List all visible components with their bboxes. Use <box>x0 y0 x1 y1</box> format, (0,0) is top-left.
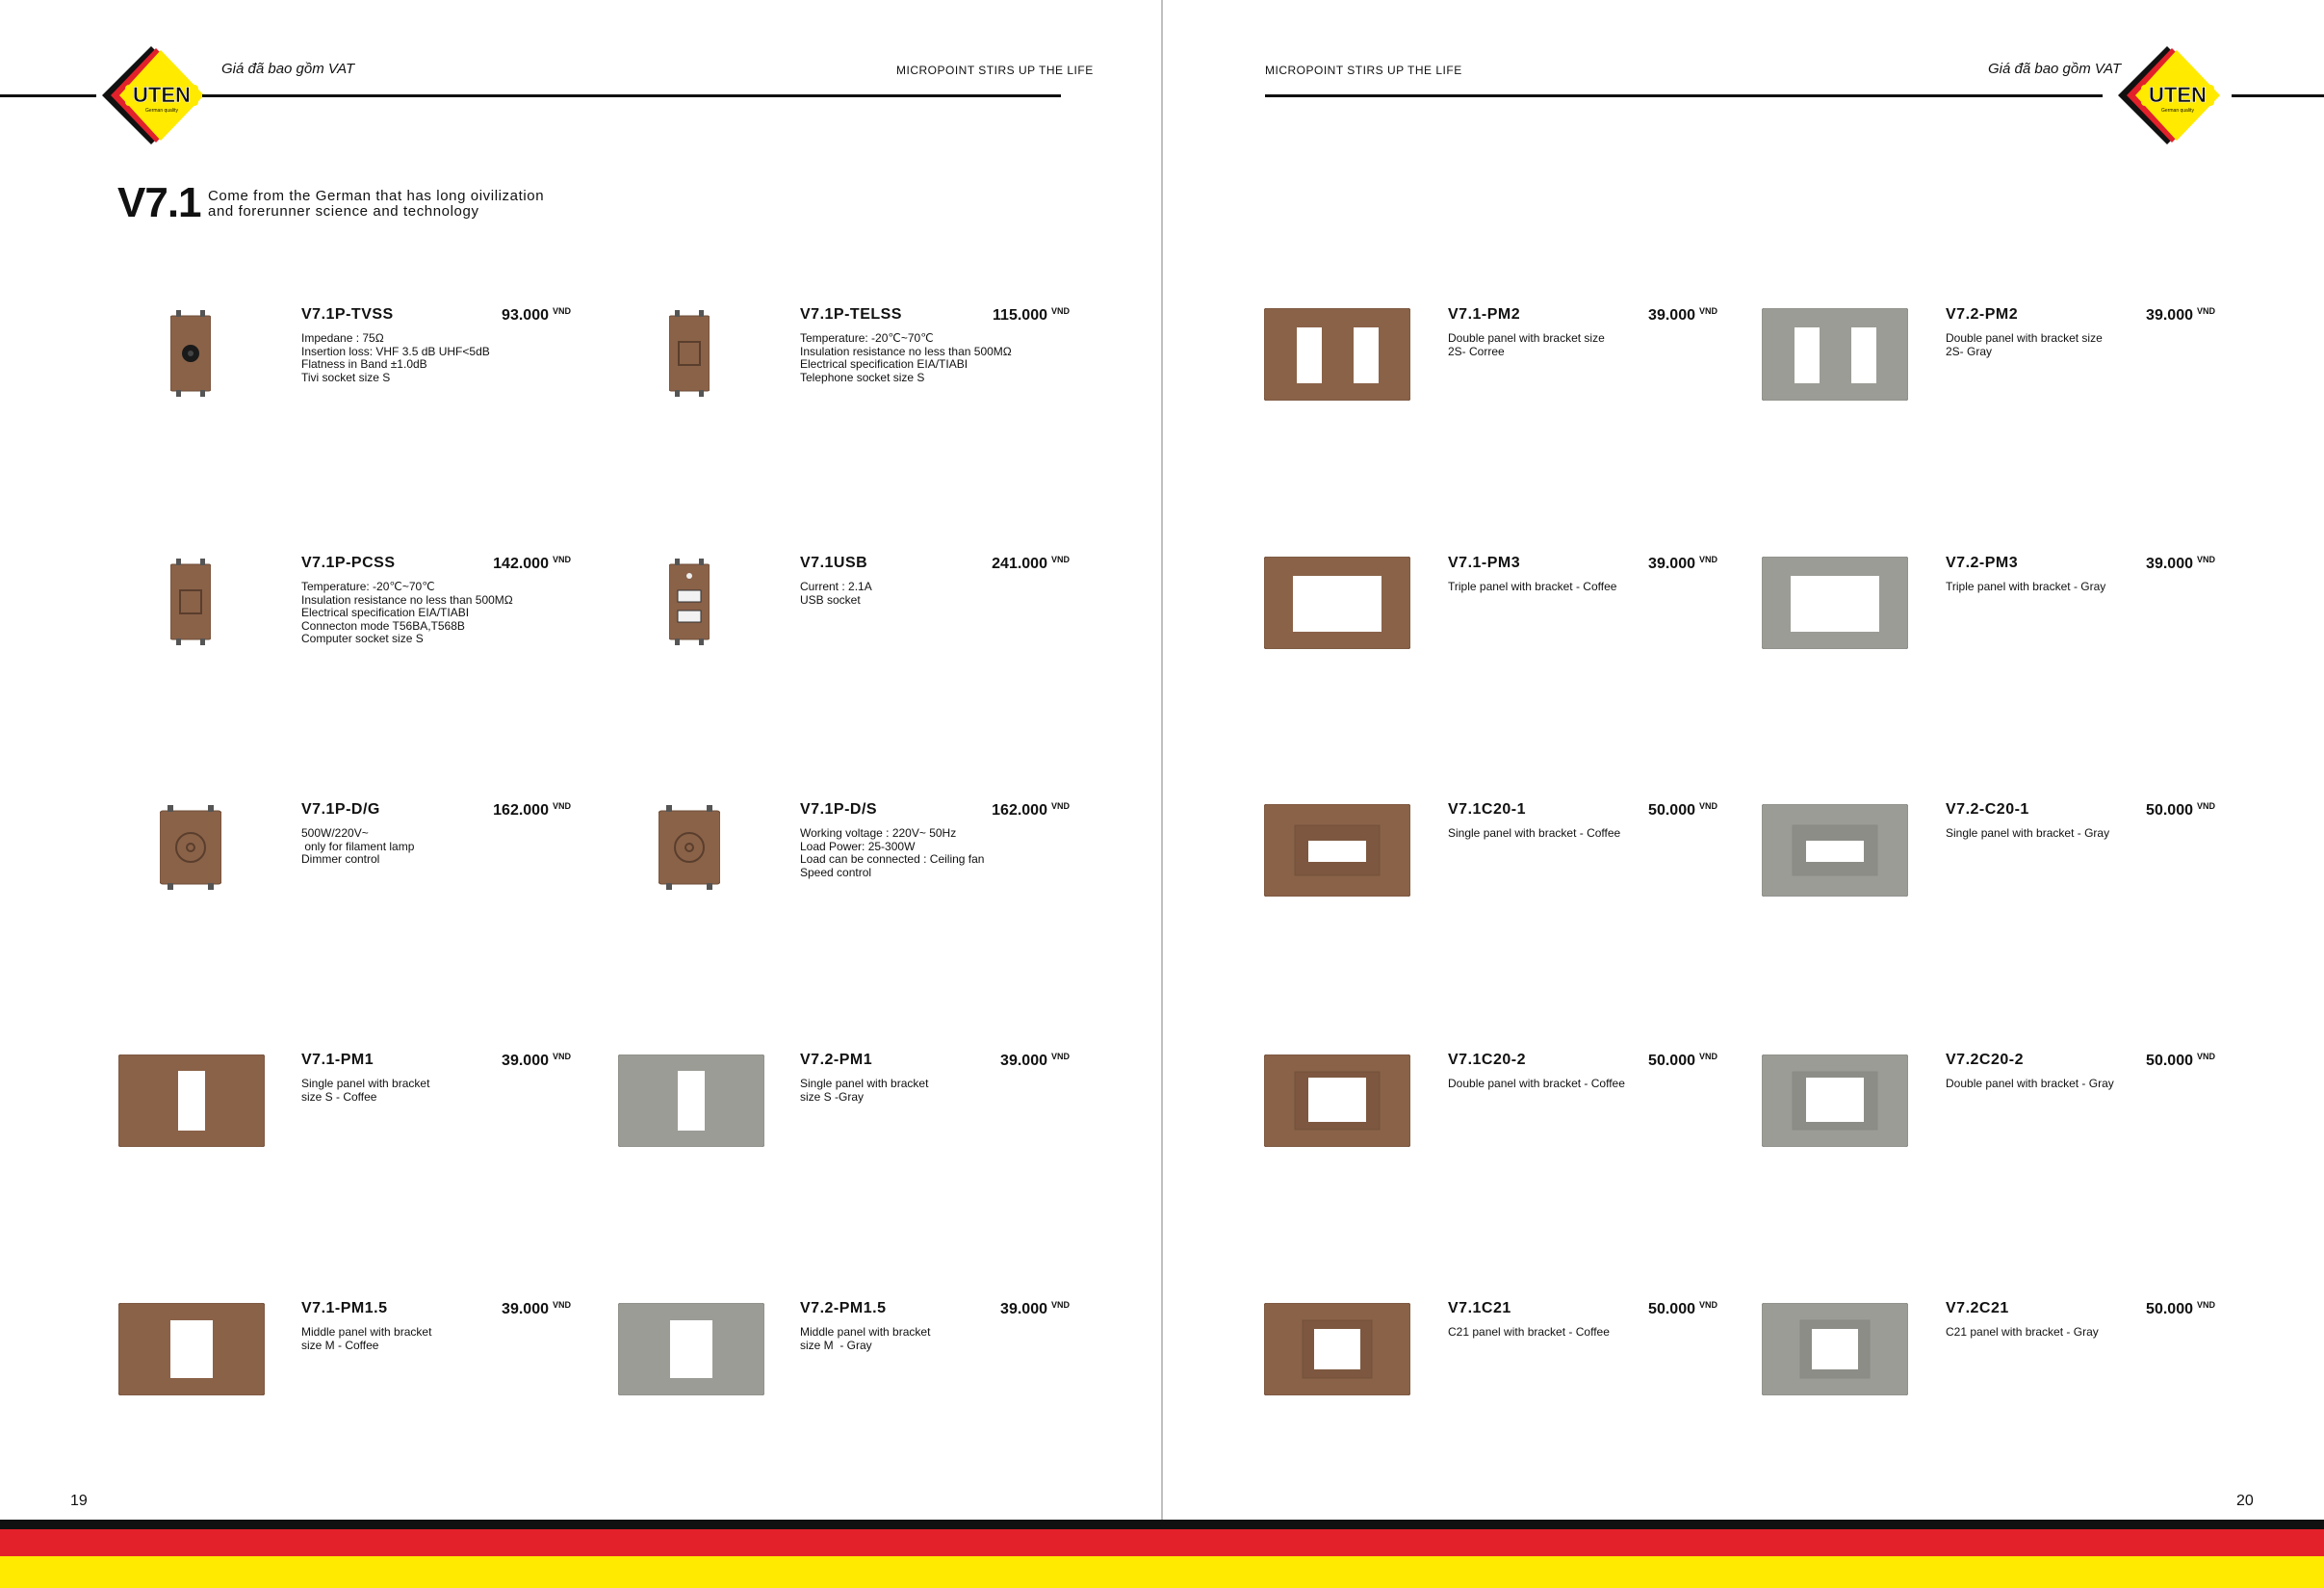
flag-stripe-black <box>0 1520 2324 1529</box>
product-description <box>1448 1078 1727 1091</box>
product-spec-line: Speed control <box>800 865 872 879</box>
product-price <box>1648 1052 1717 1070</box>
product-description <box>800 581 1079 607</box>
header-rule-left <box>202 94 1061 97</box>
product-image <box>669 559 710 650</box>
product-image <box>1762 308 1908 405</box>
product-description <box>301 827 581 867</box>
product-price <box>493 555 571 573</box>
vat-note-left: Giá đã bao gồm VAT <box>221 61 355 77</box>
product-spec-line: 2S- Corree <box>1448 344 1505 358</box>
currency-label: VND <box>2196 306 2215 316</box>
product-image <box>118 1054 265 1152</box>
series-description-line: and forerunner science and technology <box>208 203 479 220</box>
product-spec-line: Telephone socket size S <box>800 370 925 384</box>
currency-label: VND <box>552 306 571 316</box>
product-spec-line: Tivi socket size S <box>301 370 391 384</box>
product-price-value: 162.000 <box>493 802 549 819</box>
product-price <box>2146 306 2215 325</box>
product-image <box>1762 1054 1908 1152</box>
currency-label: VND <box>552 555 571 564</box>
currency-label: VND <box>1050 801 1070 811</box>
svg-text:German quality: German quality <box>145 108 178 114</box>
product-price <box>2146 1052 2215 1070</box>
product-spec-line: Connecton mode T56BA,T568B <box>301 618 465 633</box>
product-price-value: 93.000 <box>502 307 549 324</box>
product-description <box>1448 581 1727 594</box>
product-code: V7.2C21 <box>1946 1300 2009 1316</box>
series-description <box>208 189 544 220</box>
product-spec-line: Current : 2.1A <box>800 580 872 593</box>
product-price <box>1000 1300 1070 1318</box>
product-spec-line: size S -Gray <box>800 1089 865 1104</box>
product-image <box>1264 308 1410 405</box>
series-title: V7.1 <box>117 179 201 226</box>
product-image <box>669 310 710 402</box>
product-image <box>1762 557 1908 654</box>
slogan-right: MICROPOINT STIRS UP THE LIFE <box>1265 64 1462 77</box>
product-code: V7.1P-D/G <box>301 801 380 818</box>
product-image <box>160 805 221 895</box>
product-code: V7.1P-TVSS <box>301 306 394 323</box>
currency-label: VND <box>1698 801 1717 811</box>
currency-label: VND <box>1050 1300 1070 1310</box>
product-description <box>301 1326 581 1352</box>
product-spec-line: size S - Coffee <box>301 1089 377 1104</box>
product-description <box>1946 581 2225 594</box>
product-image <box>618 1303 764 1400</box>
product-description <box>800 1078 1079 1104</box>
product-spec-line: Insertion loss: VHF 3.5 dB UHF<5dB <box>301 344 490 358</box>
header-rule-right-outer <box>2232 94 2324 97</box>
product-spec-line: Electrical specification EIA/TIABI <box>301 606 470 619</box>
product-code: V7.2-PM1 <box>800 1052 873 1068</box>
product-code: V7.1C20-1 <box>1448 801 1526 818</box>
product-image <box>1264 1054 1410 1152</box>
product-spec-line: Triple panel with bracket - Coffee <box>1448 580 1617 593</box>
product-spec-line: 500W/220V~ <box>301 826 369 840</box>
product-price <box>2146 801 2215 820</box>
product-code: V7.1P-PCSS <box>301 555 396 571</box>
product-description <box>1946 1078 2225 1091</box>
product-spec-line: Double panel with bracket size <box>1448 331 1605 345</box>
uten-logo-right <box>2114 42 2220 148</box>
currency-label: VND <box>1698 1052 1717 1061</box>
currency-label: VND <box>1698 555 1717 564</box>
uten-logo-left <box>98 42 204 148</box>
product-code: V7.2C20-2 <box>1946 1052 2024 1068</box>
product-code: V7.1C20-2 <box>1448 1052 1526 1068</box>
product-code: V7.2-PM1.5 <box>800 1300 887 1316</box>
product-price <box>1648 1300 1717 1318</box>
product-spec-line: Single panel with bracket - Coffee <box>1448 826 1621 840</box>
currency-label: VND <box>1050 555 1070 564</box>
product-image <box>1762 804 1908 901</box>
product-description <box>1946 332 2225 358</box>
product-spec-line: Electrical specification EIA/TIABI <box>800 357 968 371</box>
product-price <box>2146 1300 2215 1318</box>
currency-label: VND <box>2196 1300 2215 1310</box>
product-price-value: 50.000 <box>2146 1053 2193 1069</box>
product-spec-line: Load Power: 25-300W <box>800 839 916 853</box>
product-image <box>170 310 211 402</box>
product-spec-line: Middle panel with bracket <box>800 1325 931 1339</box>
product-code: V7.1P-D/S <box>800 801 878 818</box>
product-price-value: 50.000 <box>2146 1301 2193 1317</box>
product-spec-line: Dimmer control <box>301 852 380 866</box>
product-description <box>800 827 1079 879</box>
product-image <box>1264 1303 1410 1400</box>
product-description <box>1946 1326 2225 1340</box>
product-spec-line: Triple panel with bracket - Gray <box>1946 580 2106 593</box>
product-spec-line: Single panel with bracket - Gray <box>1946 826 2110 840</box>
product-spec-line: Double panel with bracket - Gray <box>1946 1077 2114 1090</box>
product-spec-line: C21 panel with bracket - Coffee <box>1448 1325 1610 1339</box>
slogan-left: MICROPOINT STIRS UP THE LIFE <box>896 64 1094 77</box>
currency-label: VND <box>1698 306 1717 316</box>
product-price-value: 39.000 <box>502 1301 549 1317</box>
product-description <box>1448 827 1727 841</box>
product-spec-line: Computer socket size S <box>301 632 424 645</box>
header-rule-left-outer <box>0 94 96 97</box>
product-image <box>618 1054 764 1152</box>
currency-label: VND <box>1050 306 1070 316</box>
product-description <box>800 1326 1079 1352</box>
product-spec-line: only for filament lamp <box>301 839 415 853</box>
product-spec-line: size M - Coffee <box>301 1338 379 1352</box>
product-spec-line: Load can be connected : Ceiling fan <box>800 852 985 866</box>
product-spec-line: Working voltage : 220V~ 50Hz <box>800 826 957 840</box>
vat-note-right: Giá đã bao gồm VAT <box>1988 61 2122 77</box>
product-price <box>2146 555 2215 573</box>
product-price-value: 39.000 <box>1648 556 1695 572</box>
product-price <box>1000 1052 1070 1070</box>
product-description <box>301 1078 581 1104</box>
currency-label: VND <box>2196 801 2215 811</box>
product-code: V7.2-PM3 <box>1946 555 2019 571</box>
product-description <box>1448 332 1727 358</box>
product-description <box>800 332 1079 384</box>
page-spine <box>1161 0 1163 1520</box>
product-spec-line: Insulation resistance no less than 500MΩ <box>301 592 513 607</box>
product-spec-line: Temperature: -20℃~70℃ <box>301 580 435 593</box>
currency-label: VND <box>1698 1300 1717 1310</box>
product-price-value: 162.000 <box>992 802 1047 819</box>
product-price-value: 39.000 <box>2146 307 2193 324</box>
product-spec-line: 2S- Gray <box>1946 344 1993 358</box>
product-code: V7.2-PM2 <box>1946 306 2019 323</box>
product-image <box>1264 804 1410 901</box>
currency-label: VND <box>2196 555 2215 564</box>
svg-text:UTEN: UTEN <box>2149 83 2207 107</box>
product-price <box>493 801 571 820</box>
product-spec-line: Insulation resistance no less than 500MΩ <box>800 344 1012 358</box>
page-number-right: 20 <box>2236 1493 2254 1509</box>
flag-stripe-yellow <box>0 1556 2324 1588</box>
product-price <box>1648 555 1717 573</box>
product-spec-line: Double panel with bracket - Coffee <box>1448 1077 1625 1090</box>
product-image <box>1264 557 1410 654</box>
currency-label: VND <box>552 801 571 811</box>
product-price-value: 39.000 <box>2146 556 2193 572</box>
svg-text:German quality: German quality <box>2161 108 2194 114</box>
product-price-value: 39.000 <box>1648 307 1695 324</box>
product-code: V7.1USB <box>800 555 868 571</box>
product-image <box>1762 1303 1908 1400</box>
product-price-value: 115.000 <box>993 307 1047 324</box>
series-description-line: Come from the German that has long oivilization <box>208 188 545 204</box>
product-price-value: 39.000 <box>502 1053 549 1069</box>
product-image <box>658 805 720 895</box>
product-code: V7.1C21 <box>1448 1300 1511 1316</box>
product-spec-line: Impedane : 75Ω <box>301 331 384 345</box>
product-spec-line: C21 panel with bracket - Gray <box>1946 1325 2099 1339</box>
product-spec-line: size M - Gray <box>800 1338 872 1352</box>
product-code: V7.1-PM3 <box>1448 555 1521 571</box>
product-price <box>502 1052 571 1070</box>
product-description <box>1448 1326 1727 1340</box>
product-price-value: 50.000 <box>1648 802 1695 819</box>
product-spec-line: Flatness in Band ±1.0dB <box>301 357 427 371</box>
header-rule-right <box>1265 94 2103 97</box>
page-number-left: 19 <box>70 1493 88 1509</box>
svg-text:UTEN: UTEN <box>133 83 191 107</box>
flag-stripe-red <box>0 1529 2324 1556</box>
product-price-value: 241.000 <box>992 556 1047 572</box>
currency-label: VND <box>552 1300 571 1310</box>
product-description <box>301 332 581 384</box>
product-price <box>993 306 1070 325</box>
product-image <box>170 559 211 650</box>
product-price-value: 39.000 <box>1000 1053 1047 1069</box>
product-code: V7.1-PM1 <box>301 1052 374 1068</box>
product-price-value: 142.000 <box>493 556 549 572</box>
product-spec-line: USB socket <box>800 592 861 607</box>
product-price-value: 50.000 <box>1648 1053 1695 1069</box>
product-code: V7.1P-TELSS <box>800 306 902 323</box>
product-spec-line: Middle panel with bracket <box>301 1325 432 1339</box>
product-spec-line: Temperature: -20℃~70℃ <box>800 331 934 345</box>
product-price <box>502 1300 571 1318</box>
product-spec-line: Single panel with bracket <box>301 1077 430 1090</box>
product-price-value: 39.000 <box>1000 1301 1047 1317</box>
product-image <box>118 1303 265 1400</box>
product-code: V7.1-PM1.5 <box>301 1300 388 1316</box>
product-spec-line: Double panel with bracket size <box>1946 331 2103 345</box>
product-price <box>1648 801 1717 820</box>
product-price <box>992 801 1070 820</box>
product-price <box>502 306 571 325</box>
currency-label: VND <box>1050 1052 1070 1061</box>
product-price-value: 50.000 <box>1648 1301 1695 1317</box>
product-price <box>992 555 1070 573</box>
product-description <box>1946 827 2225 841</box>
product-code: V7.2-C20-1 <box>1946 801 2029 818</box>
product-code: V7.1-PM2 <box>1448 306 1521 323</box>
product-price <box>1648 306 1717 325</box>
product-spec-line: Single panel with bracket <box>800 1077 929 1090</box>
product-price-value: 50.000 <box>2146 802 2193 819</box>
product-description <box>301 581 581 646</box>
currency-label: VND <box>552 1052 571 1061</box>
currency-label: VND <box>2196 1052 2215 1061</box>
